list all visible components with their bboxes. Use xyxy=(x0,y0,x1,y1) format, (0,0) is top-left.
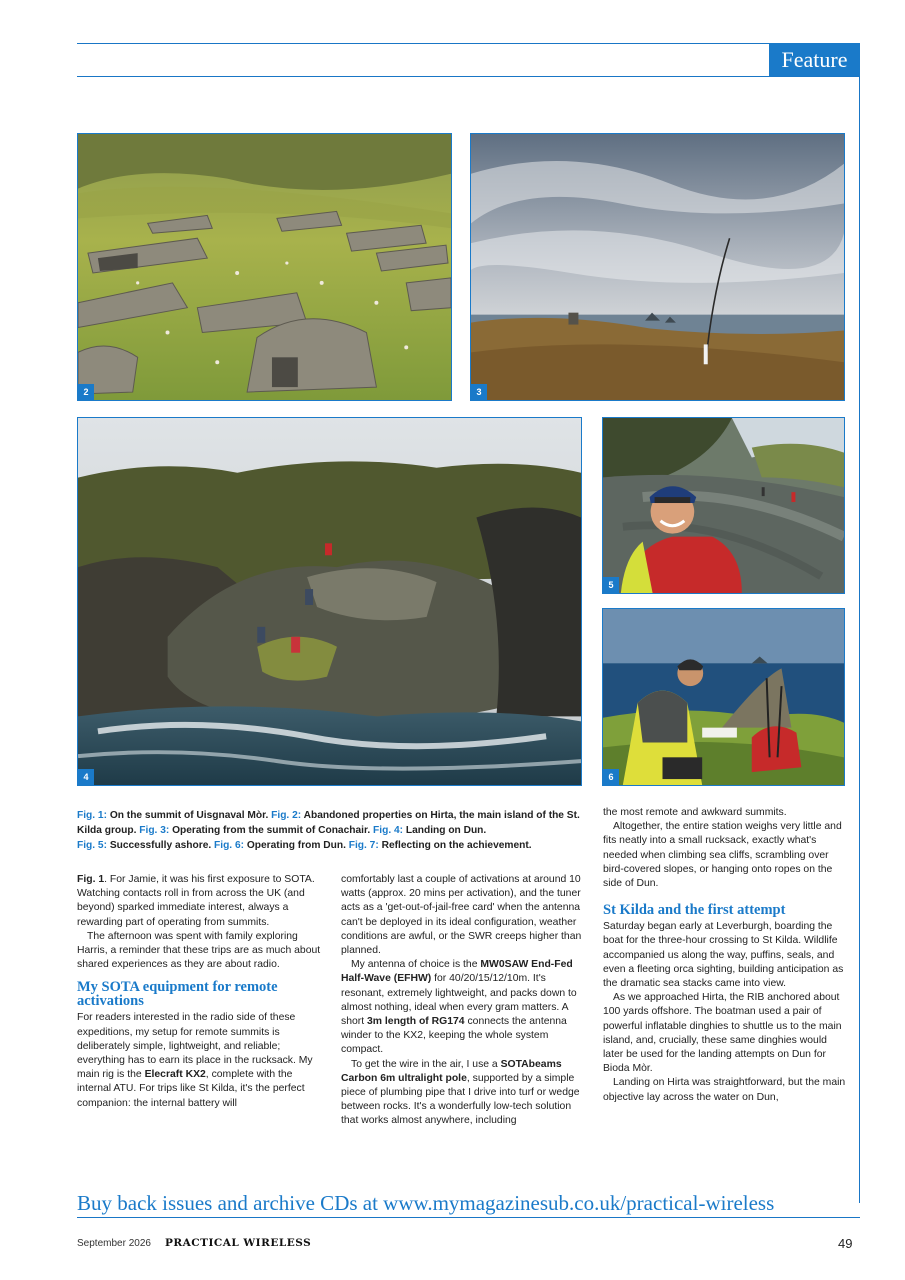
body-column-3 xyxy=(603,806,849,1105)
paragraph: comfortably last a couple of activations at around 10 watts (approx. 20 mins per activation), and the tuner acts as a 'get-out-of-jail-free card' when the antenna can't be deployed in its ideal configuration, weather conditions are awful, or the SWR creeps higher than planned. xyxy=(341,874,582,957)
photo-fig-4-image xyxy=(78,418,581,785)
photo-fig-6-image xyxy=(603,609,844,785)
caption-fig3-label: Fig. 3: xyxy=(139,825,170,836)
caption-fig7-label: Fig. 7: xyxy=(348,840,379,851)
paragraph-text: . For Jamie, it was his first exposure to SOTA. Watching contacts roll in from across the UK (and beyond) sparked immediate interest, always a rewarding part of operating from summits. xyxy=(77,874,315,928)
body-column-1 xyxy=(77,873,321,1111)
paragraph-text: connects the antenna winder to the KX2, keeping the whole system compact. xyxy=(341,1016,567,1056)
photo-fig-5-image xyxy=(603,418,844,593)
section-heading: St Kilda and the first attempt xyxy=(603,902,786,919)
paragraph: As we approached Hirta, the RIB anchored about 100 yards offshore. The boatman used a pair of powerful inflatable dinghies to shuttle us to the main island, and, crucially, these same dinghies would later be used for the landing attempts on Dun for Bioda Mòr. xyxy=(603,992,842,1075)
page-number: 49 xyxy=(838,1236,853,1251)
figure-number: 4 xyxy=(78,769,94,785)
figure-number: 2 xyxy=(78,384,94,400)
paragraph: Altogether, the entire station weighs very little and fits neatly into a small rucksack, exactly what's needed when climbing sea cliffs, scrambling over bird-covered slopes, or hanging onto ropes on the side of Dun. xyxy=(603,821,842,890)
figure-number: 3 xyxy=(471,384,487,400)
back-issues-link[interactable]: Buy back issues and archive CDs at www.mymagazinesub.co.uk/practical-wireless xyxy=(77,1191,775,1215)
caption-fig6-label: Fig. 6: xyxy=(214,840,245,851)
emphasis: SOTAbeams Carbon 6m ultralight pole xyxy=(341,1058,562,1084)
photo-fig-3-image xyxy=(471,134,844,400)
section-heading: My SOTA equipment for remote activations xyxy=(77,979,278,1010)
paragraph: Saturday began early at Leverburgh, boarding the boat for the three-hour crossing to St Kilda. Wildlife accompanied us along the way, puffins, seals, and even a fleeting orca sighting, building anticipation as the dramatic sea stacks came into view. xyxy=(603,921,844,990)
paragraph: Landing on Hirta was straightforward, but the main objective lay across the water on Dun, xyxy=(603,1077,846,1103)
fig-reference: Fig. 1 xyxy=(77,874,105,885)
figure-caption xyxy=(77,808,582,853)
figure-number: 5 xyxy=(603,577,619,593)
issue-date: September 2026 xyxy=(77,1238,151,1249)
paragraph-text: To get the wire in the air, I use a xyxy=(351,1058,501,1070)
photo-fig-2-image xyxy=(78,134,451,400)
caption-fig5-label: Fig. 5: xyxy=(77,840,107,851)
caption-fig1-label: Fig. 1: xyxy=(77,810,107,821)
paragraph-text: For readers interested in the radio side of these expeditions, my setup for remote summits is deliberately simple, lightweight, and reliable; everything has to earn its place in the rucksack. My main rig is the xyxy=(77,1012,313,1081)
caption-fig3-text: Operating from the summit of Conachair. xyxy=(169,825,374,836)
caption-fig2-label: Fig. 2: xyxy=(271,810,302,821)
paragraph-text: My antenna of choice is the xyxy=(351,959,481,971)
caption-fig7-text: Reflecting on the achievement. xyxy=(378,840,532,851)
emphasis: MW0SAW End-Fed Half-Wave (EFHW) xyxy=(341,959,573,985)
emphasis: 3m length of RG174 xyxy=(367,1016,465,1028)
section-tab: Feature xyxy=(769,43,860,76)
caption-fig2-text: Abandoned properties on Hirta, the main island of the St. Kilda group. xyxy=(77,810,580,836)
paragraph: the most remote and awkward summits. xyxy=(603,807,787,818)
paragraph xyxy=(77,873,321,930)
photo-fig-3 xyxy=(470,133,845,401)
caption-fig4-text: Landing on Dun. xyxy=(403,825,487,836)
photo-fig-2 xyxy=(77,133,452,401)
caption-fig4-label: Fig. 4: xyxy=(373,825,404,836)
header-rule-bottom xyxy=(77,76,860,77)
photo-fig-5 xyxy=(602,417,845,594)
footer-rule xyxy=(77,1217,860,1218)
header-rule-top xyxy=(77,43,860,44)
paragraph-text: , supported by a simple piece of plumbing pipe that I drive into turf or wedge between rocks. It's a wonderfully low-tech solution that works almost anywhere, including xyxy=(341,1072,580,1127)
caption-fig6-text: Operating from Dun. xyxy=(244,840,349,851)
paragraph-text: , complete with the internal ATU. For trips like St Kilda, it's the perfect companion: the internal battery will xyxy=(77,1069,305,1109)
caption-fig1-text: On the summit of Uisgnaval Mòr. xyxy=(107,810,272,821)
caption-fig5-text: Successfully ashore. xyxy=(107,840,215,851)
paragraph xyxy=(341,958,586,1057)
paragraph xyxy=(77,1011,321,1110)
paragraph-text: for 40/20/15/12/10m. It's resonant, extremely lightweight, and packs down to almost nothing, ideal when every gram matters. A short xyxy=(341,973,577,1028)
magazine-title: PRACTICAL WIRELESS xyxy=(165,1237,312,1249)
paragraph xyxy=(341,1058,586,1129)
photo-fig-6 xyxy=(602,608,845,786)
emphasis: Elecraft KX2 xyxy=(144,1069,206,1081)
page-border-right xyxy=(859,76,860,1203)
photo-fig-4 xyxy=(77,417,582,786)
figure-number: 6 xyxy=(603,769,619,785)
paragraph: The afternoon was spent with family exploring Harris, a reminder that these trips are as much about shared experiences as they are about radio. xyxy=(77,930,321,971)
body-column-2 xyxy=(341,873,586,1129)
